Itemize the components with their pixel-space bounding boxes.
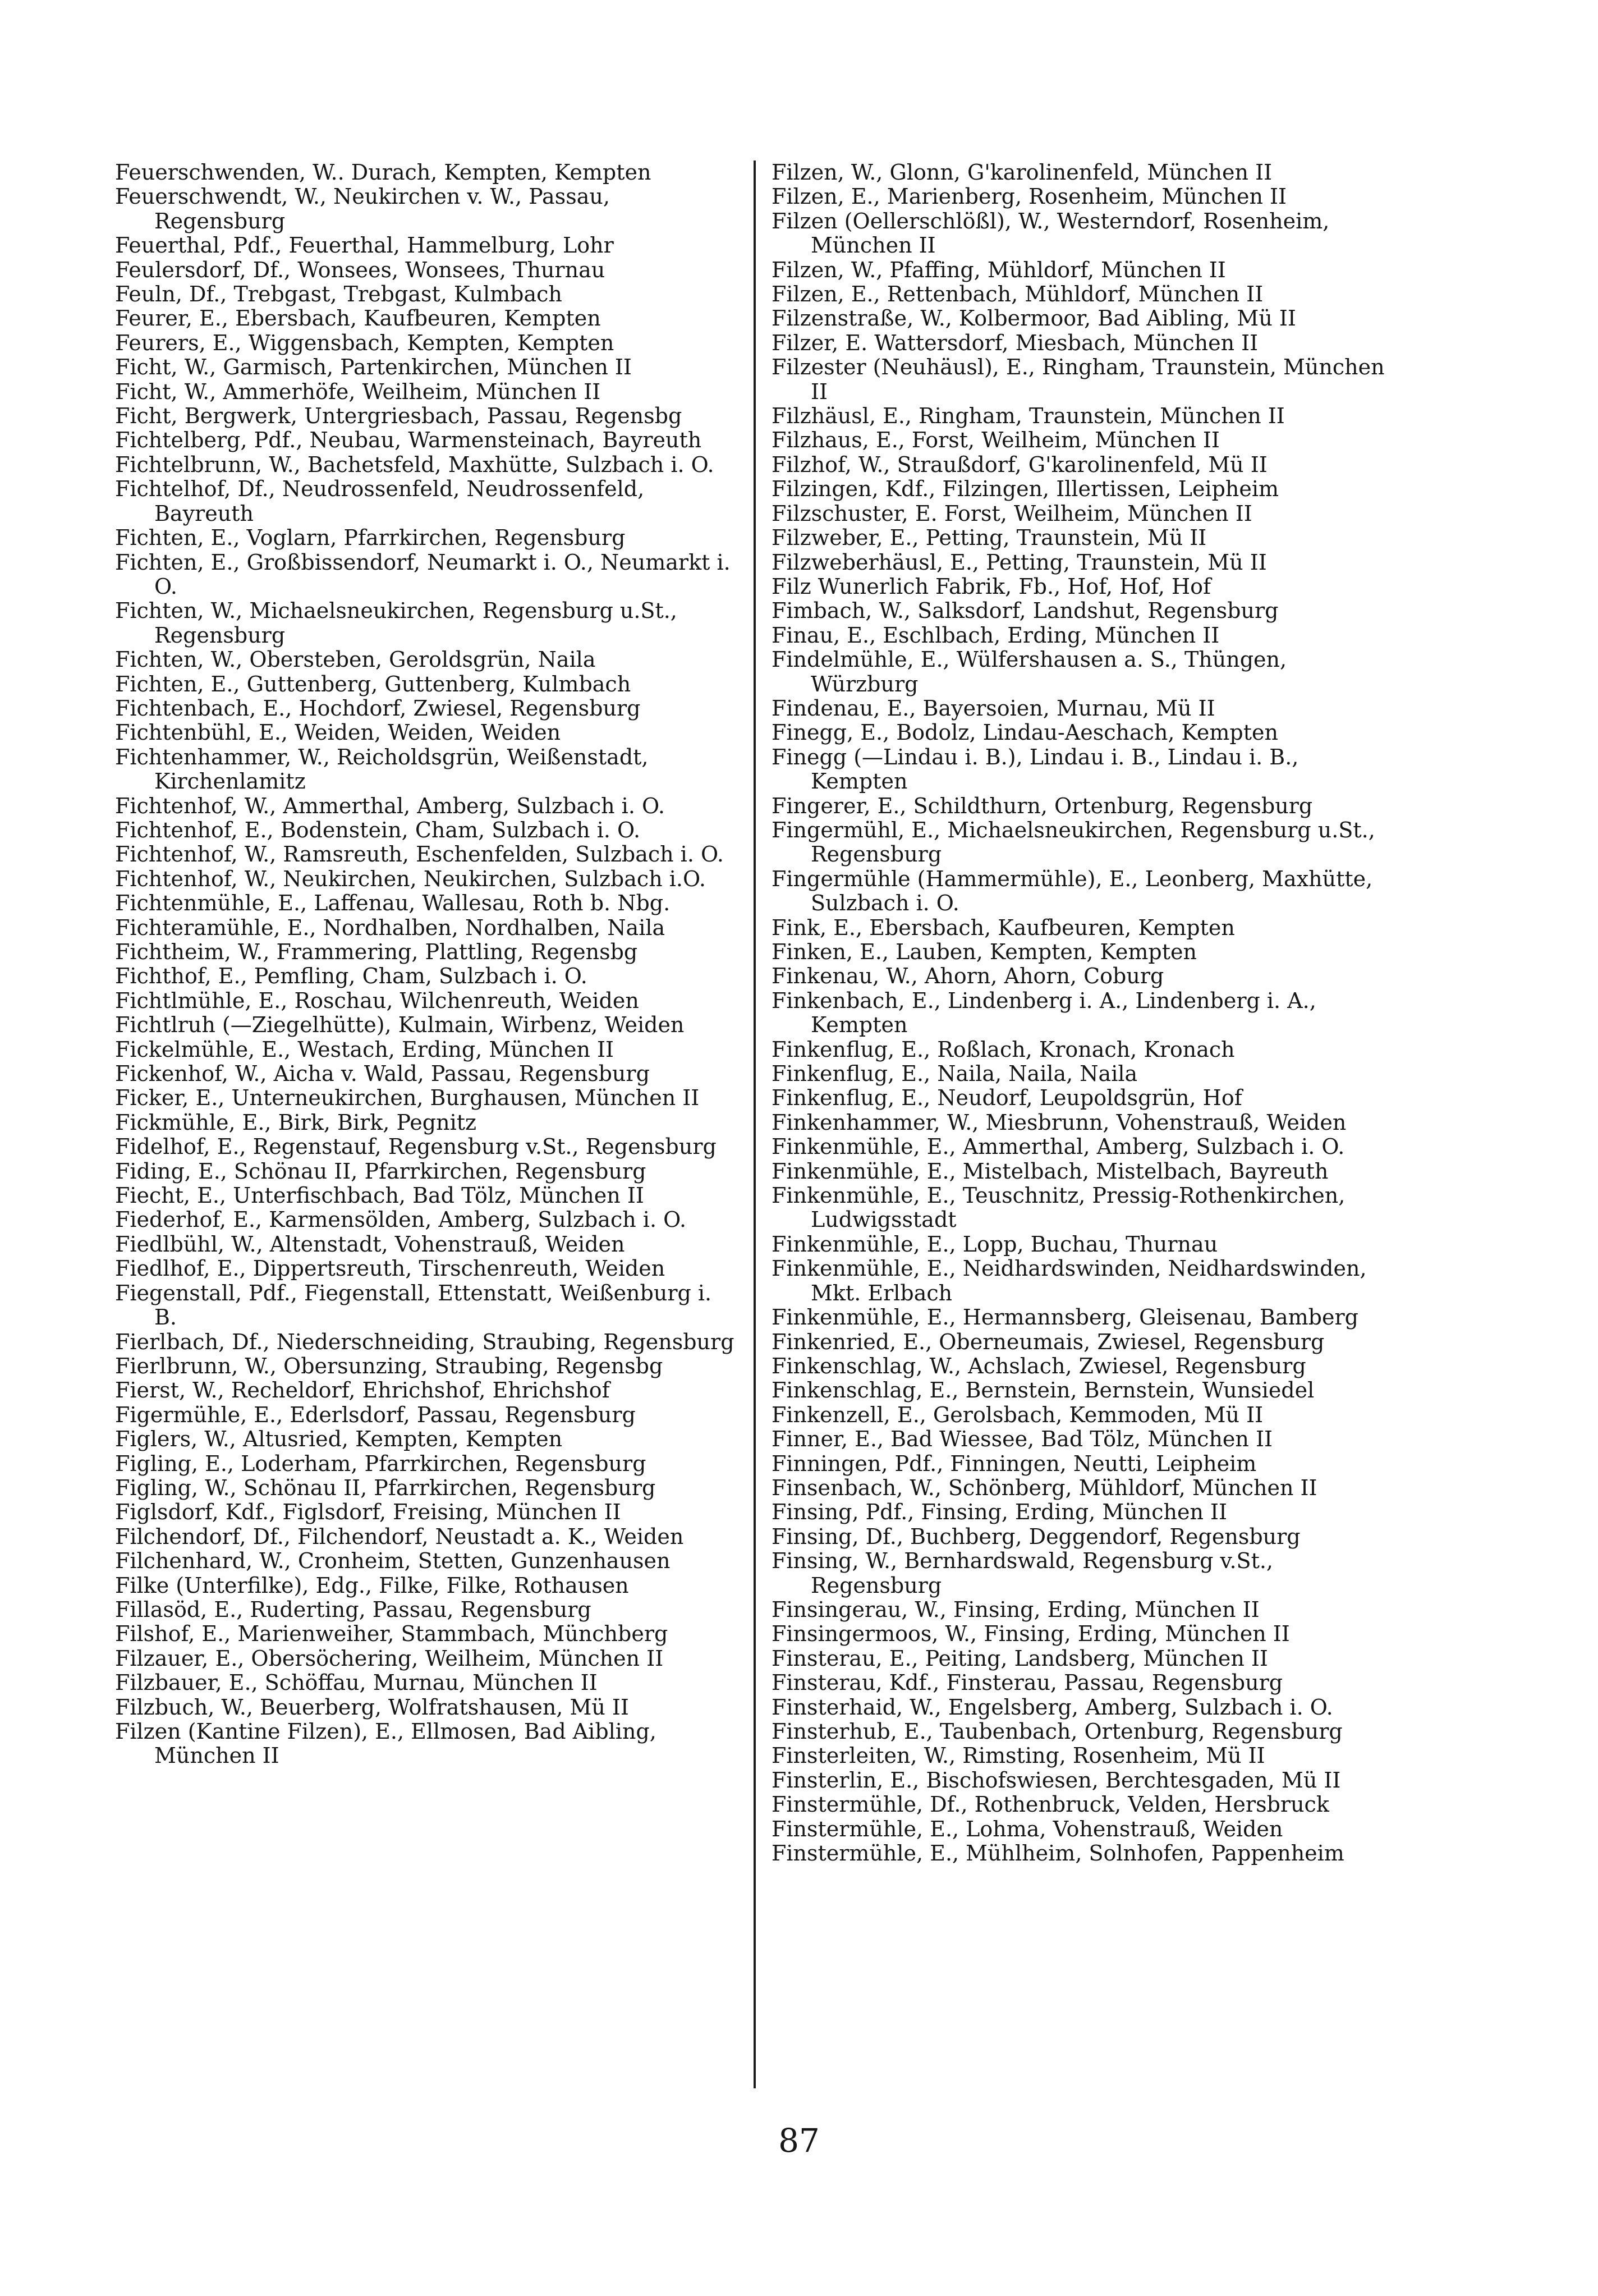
list-item: Ficker, E., Unterneukirchen, Burghausen, München II xyxy=(115,1085,700,1111)
list-item: Fichten, W., Obersteben, Geroldsgrün, Naila xyxy=(115,647,596,672)
right-column xyxy=(772,161,1392,1866)
list-item: Fingermühl, E., Michaelsneukirchen, Regensburg u.St., Regensburg xyxy=(772,817,1375,867)
list-item: Fichtenhof, W., Ramsreuth, Eschenfelden, Sulzbach i. O. xyxy=(115,842,724,867)
list-item: Finsterau, Kdf., Finsterau, Passau, Regensburg xyxy=(772,1670,1283,1695)
list-item: Figlers, W., Altusried, Kempten, Kempten xyxy=(115,1427,563,1452)
list-item: Feurers, E., Wiggensbach, Kempten, Kempten xyxy=(115,330,614,355)
list-item: Finstermühle, E., Lohma, Vohenstrauß, Weiden xyxy=(772,1816,1283,1841)
list-item: Fichtelhof, Df., Neudrossenfeld, Neudrossenfeld, Bayreuth xyxy=(115,476,645,526)
list-item: Filzen, W., Glonn, G'karolinenfeld, München II xyxy=(772,160,1273,185)
list-item: Filzen, E., Rettenbach, Mühldorf, München II xyxy=(772,282,1264,307)
list-item: Fingerer, E., Schildthurn, Ortenburg, Regensburg xyxy=(772,793,1313,818)
list-item: Filzer, E. Wattersdorf, Miesbach, München II xyxy=(772,330,1259,355)
list-item: Filzen, W., Pfaffing, Mühldorf, München II xyxy=(772,257,1226,282)
list-item: Finsterlin, E., Bischofswiesen, Berchtesgaden, Mü II xyxy=(772,1767,1341,1793)
list-item: Finken, E., Lauben, Kempten, Kempten xyxy=(772,940,1197,964)
list-item: Finkenmühle, E., Teuschnitz, Pressig-Rothenkirchen, Ludwigsstadt xyxy=(772,1183,1346,1232)
list-item: Feuln, Df., Trebgast, Trebgast, Kulmbach xyxy=(115,282,562,307)
list-item: Findenau, E., Bayersoien, Murnau, Mü II xyxy=(772,695,1215,721)
list-item: Ficht, W., Garmisch, Partenkirchen, München II xyxy=(115,355,632,380)
list-item: Finkenhammer, W., Miesbrunn, Vohenstrauß, Weiden xyxy=(772,1110,1347,1135)
list-item: Filke (Unterfilke), Edg., Filke, Filke, Rothausen xyxy=(115,1573,629,1598)
list-item: Fichtlruh (—Ziegelhütte), Kulmain, Wirbenz, Weiden xyxy=(115,1012,685,1038)
list-item: Finegg, E., Bodolz, Lindau-Aeschach, Kempten xyxy=(772,720,1278,745)
list-item: Filchenhard, W., Cronheim, Stetten, Gunzenhausen xyxy=(115,1548,671,1574)
list-item: Fiederhof, E., Karmensölden, Amberg, Sulzbach i. O. xyxy=(115,1207,687,1232)
list-item: Finsterhaid, W., Engelsberg, Amberg, Sulzbach i. O. xyxy=(772,1694,1333,1720)
page-number: 87 xyxy=(778,2121,820,2160)
list-item: Fichtenbach, E., Hochdorf, Zwiesel, Regensburg xyxy=(115,695,641,721)
list-item: Fichtenmühle, E., Laffenau, Wallesau, Roth b. Nbg. xyxy=(115,891,671,916)
list-item: Finkenzell, E., Gerolsbach, Kemmoden, Mü II xyxy=(772,1402,1264,1427)
list-item: Fink, E., Ebersbach, Kaufbeuren, Kempten xyxy=(772,915,1235,940)
list-item: Filzingen, Kdf., Filzingen, Illertissen, Leipheim xyxy=(772,476,1279,502)
list-item: Finkenmühle, E., Ammerthal, Amberg, Sulzbach i. O. xyxy=(772,1134,1345,1160)
list-item: Filzester (Neuhäusl), E., Ringham, Traunstein, München II xyxy=(772,355,1385,404)
list-item: Filz Wunerlich Fabrik, Fb., Hof, Hof, Hof xyxy=(772,574,1211,599)
list-item: Fichtelbrunn, W., Bachetsfeld, Maxhütte, Sulzbach i. O. xyxy=(115,452,714,477)
list-item: Fichtenbühl, E., Weiden, Weiden, Weiden xyxy=(115,720,561,745)
list-item: Fidelhof, E., Regenstauf, Regensburg v.St., Regensburg xyxy=(115,1134,717,1160)
list-item: Fiegenstall, Pdf., Fiegenstall, Ettenstatt, Weißenburg i. B. xyxy=(115,1280,712,1330)
list-item: Filzenstraße, W., Kolbermoor, Bad Aibling, Mü II xyxy=(772,306,1296,331)
list-item: Figling, W., Schönau II, Pfarrkirchen, Regensburg xyxy=(115,1475,656,1500)
list-item: Filzen (Oellerschlößl), W., Westerndorf, Rosenheim, München II xyxy=(772,208,1330,258)
left-column xyxy=(115,161,735,1768)
list-item: Finkenflug, E., Naila, Naila, Naila xyxy=(772,1061,1138,1087)
list-item: Finkenschlag, E., Bernstein, Bernstein, Wunsiedel xyxy=(772,1378,1315,1403)
list-item: Filzhof, W., Straußdorf, G'karolinenfeld, Mü II xyxy=(772,452,1268,477)
list-item: Fickelmühle, E., Westach, Erding, München II xyxy=(115,1037,614,1062)
list-item: Filzweberhäusl, E., Petting, Traunstein, Mü II xyxy=(772,549,1267,575)
column-divider xyxy=(754,161,756,2088)
list-item: Fiecht, E., Unterfischbach, Bad Tölz, München II xyxy=(115,1183,644,1208)
list-item: Finsterleiten, W., Rimsting, Rosenheim, Mü II xyxy=(772,1743,1265,1768)
list-item: Figermühle, E., Ederlsdorf, Passau, Regensburg xyxy=(115,1402,636,1427)
list-item: Fierlbach, Df., Niederschneiding, Straubing, Regensburg xyxy=(115,1329,734,1354)
list-item: Feuerschwenden, W.. Durach, Kempten, Kempten xyxy=(115,160,651,185)
list-item: Finningen, Pdf., Finningen, Neutti, Leipheim xyxy=(772,1451,1257,1476)
list-item: Filzbauer, E., Schöffau, Murnau, München II xyxy=(115,1670,598,1695)
list-item: Fichtenhof, W., Neukirchen, Neukirchen, Sulzbach i.O. xyxy=(115,866,706,891)
list-item: Fichten, E., Großbissendorf, Neumarkt i. O., Neumarkt i. O. xyxy=(115,549,731,599)
list-item: Finkenried, E., Oberneumais, Zwiesel, Regensburg xyxy=(772,1329,1325,1354)
list-item: Finkenflug, E., Roßlach, Kronach, Kronach xyxy=(772,1037,1235,1062)
list-item: Finkenau, W., Ahorn, Ahorn, Coburg xyxy=(772,964,1164,989)
list-item: Fichtenhammer, W., Reicholdsgrün, Weißenstadt, Kirchenlamitz xyxy=(115,744,649,794)
list-item: Filzweber, E., Petting, Traunstein, Mü II xyxy=(772,525,1207,551)
list-item: Filzhaus, E., Forst, Weilheim, München II xyxy=(772,428,1220,453)
list-item: Fimbach, W., Salksdorf, Landshut, Regensburg xyxy=(772,598,1279,624)
list-item: Finsing, W., Bernhardswald, Regensburg v.St., Regensburg xyxy=(772,1548,1274,1598)
list-item: Fiedlbühl, W., Altenstadt, Vohenstrauß, Weiden xyxy=(115,1231,625,1257)
list-item: Filzen, E., Marienberg, Rosenheim, München II xyxy=(772,184,1287,209)
list-item: Filzauer, E., Obersöchering, Weilheim, München II xyxy=(115,1646,664,1671)
list-item: Finkenmühle, E., Lopp, Buchau, Thurnau xyxy=(772,1231,1218,1257)
list-item: Finstermühle, E., Mühlheim, Solnhofen, Pappenheim xyxy=(772,1841,1344,1866)
list-item: Ficht, W., Ammerhöfe, Weilheim, München II xyxy=(115,379,601,404)
list-item: Fichthof, E., Pemfling, Cham, Sulzbach i. O. xyxy=(115,964,587,989)
list-item: Finkenmühle, E., Mistelbach, Mistelbach, Bayreuth xyxy=(772,1158,1329,1184)
list-item: Finsterau, E., Peiting, Landsberg, München II xyxy=(772,1646,1268,1671)
list-item: Finsterhub, E., Taubenbach, Ortenburg, Regensburg xyxy=(772,1719,1343,1744)
list-item: Fiedlhof, E., Dippertsreuth, Tirschenreuth, Weiden xyxy=(115,1256,665,1281)
list-item: Finner, E., Bad Wiessee, Bad Tölz, München II xyxy=(772,1427,1273,1452)
list-item: Fichtelberg, Pdf., Neubau, Warmensteinach, Bayreuth xyxy=(115,428,702,453)
list-item: Finegg (—Lindau i. B.), Lindau i. B., Lindau i. B., Kempten xyxy=(772,744,1299,794)
list-item: Figling, E., Loderham, Pfarrkirchen, Regensburg xyxy=(115,1451,646,1476)
list-item: Ficht, Bergwerk, Untergriesbach, Passau, Regensbg xyxy=(115,404,682,429)
list-item: Finsing, Pdf., Finsing, Erding, München II xyxy=(772,1500,1228,1525)
list-item: Feuerschwendt, W., Neukirchen v. W., Passau, Regensburg xyxy=(115,184,610,233)
list-item: Feulersdorf, Df., Wonsees, Wonsees, Thurnau xyxy=(115,257,605,282)
list-item: Finkenmühle, E., Hermannsberg, Gleisenau, Bamberg xyxy=(772,1305,1358,1330)
list-item: Fichtenhof, E., Bodenstein, Cham, Sulzbach i. O. xyxy=(115,817,641,842)
list-item: Fichten, E., Guttenberg, Guttenberg, Kulmbach xyxy=(115,671,631,696)
list-item: Fillasöd, E., Ruderting, Passau, Regensburg xyxy=(115,1597,591,1622)
list-item: Finsingerau, W., Finsing, Erding, München II xyxy=(772,1597,1260,1622)
list-item: Filzschuster, E. Forst, Weilheim, München II xyxy=(772,501,1252,526)
list-item: Finsing, Df., Buchberg, Deggendorf, Regensburg xyxy=(772,1524,1301,1549)
list-item: Fickmühle, E., Birk, Birk, Pegnitz xyxy=(115,1110,477,1135)
list-item: Fiding, E., Schönau II, Pfarrkirchen, Regensburg xyxy=(115,1158,646,1184)
list-item: Fichtlmühle, E., Roschau, Wilchenreuth, Weiden xyxy=(115,988,639,1013)
list-item: Finsingermoos, W., Finsing, Erding, München II xyxy=(772,1621,1290,1647)
list-item: Filzbuch, W., Beuerberg, Wolfratshausen, Mü II xyxy=(115,1694,629,1720)
list-item: Filzhäusl, E., Ringham, Traunstein, München II xyxy=(772,404,1285,429)
list-item: Findelmühle, E., Wülfershausen a. S., Thüngen, Würzburg xyxy=(772,647,1287,696)
list-item: Fichten, W., Michaelsneukirchen, Regensburg u.St., Regensburg xyxy=(115,598,677,648)
list-item: Filchendorf, Df., Filchendorf, Neustadt a. K., Weiden xyxy=(115,1524,684,1549)
list-item: Fierlbrunn, W., Obersunzing, Straubing, Regensbg xyxy=(115,1353,663,1378)
list-item: Finau, E., Eschlbach, Erding, München II xyxy=(772,622,1220,648)
list-item: Fichtheim, W., Frammering, Plattling, Regensbg xyxy=(115,940,638,964)
list-item: Filshof, E., Marienweiher, Stammbach, Münchberg xyxy=(115,1621,668,1647)
list-item: Fichtenhof, W., Ammerthal, Amberg, Sulzbach i. O. xyxy=(115,793,665,818)
list-item: Finkenflug, E., Neudorf, Leupoldsgrün, Hof xyxy=(772,1085,1242,1111)
list-item: Finkenschlag, W., Achslach, Zwiesel, Regensburg xyxy=(772,1353,1306,1378)
list-item: Fichteramühle, E., Nordhalben, Nordhalben, Naila xyxy=(115,915,665,940)
list-item: Finsenbach, W., Schönberg, Mühldorf, München II xyxy=(772,1475,1317,1500)
list-item: Feuerthal, Pdf., Feuerthal, Hammelburg, Lohr xyxy=(115,233,614,258)
list-item: Finkenbach, E., Lindenberg i. A., Lindenberg i. A., Kempten xyxy=(772,988,1316,1038)
list-item: Figlsdorf, Kdf., Figlsdorf, Freising, München II xyxy=(115,1500,621,1525)
list-item: Fickenhof, W., Aicha v. Wald, Passau, Regensburg xyxy=(115,1061,650,1087)
list-item: Filzen (Kantine Filzen), E., Ellmosen, Bad Aibling, München II xyxy=(115,1719,656,1768)
list-item: Finstermühle, Df., Rothenbruck, Velden, Hersbruck xyxy=(772,1792,1329,1817)
list-item: Fingermühle (Hammermühle), E., Leonberg, Maxhütte, Sulzbach i. O. xyxy=(772,866,1373,916)
list-item: Finkenmühle, E., Neidhardswinden, Neidhardswinden, Mkt. Erlbach xyxy=(772,1256,1367,1305)
list-item: Fichten, E., Voglarn, Pfarrkirchen, Regensburg xyxy=(115,525,626,551)
list-item: Fierst, W., Recheldorf, Ehrichshof, Ehrichshof xyxy=(115,1378,610,1403)
list-item: Feurer, E., Ebersbach, Kaufbeuren, Kempten xyxy=(115,306,601,331)
